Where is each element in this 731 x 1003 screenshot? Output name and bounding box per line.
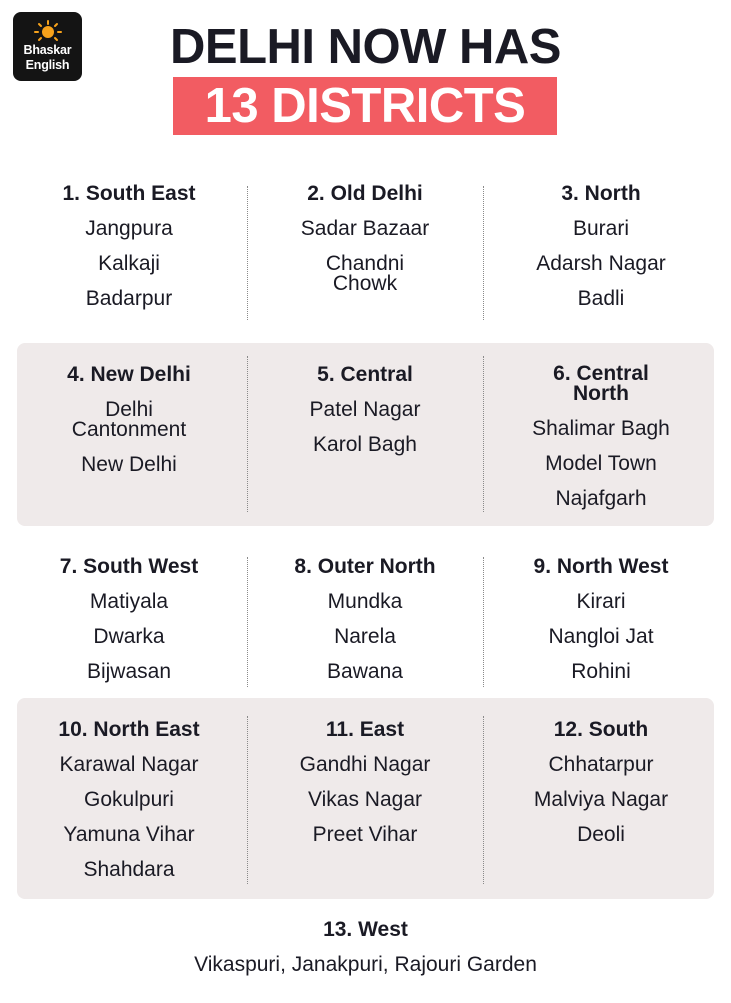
district-title: 10. North East [58,718,200,741]
district-area: Adarsh Nagar [536,252,666,275]
district-area: Deoli [577,823,625,846]
district-title-west: 13. West [323,918,408,941]
logo-text-line2: English [25,58,70,72]
district-area: Matiyala [89,590,169,613]
logo-text-line1: Bhaskar [23,43,72,57]
district-card [9,556,249,682]
district-card [9,364,249,475]
district-area: Preet Vihar [312,823,418,846]
district-area: Bawana [327,660,403,683]
district-card [481,364,721,509]
district-title: 2. Old Delhi [307,182,423,205]
district-area: Chandni Chowk [325,252,405,295]
district-title: 4. New Delhi [67,363,191,386]
district-area: Jangpura [85,217,173,240]
district-card [245,719,485,845]
district-area: Nangloi Jat [548,625,654,648]
district-area: Narela [334,625,396,648]
district-area: Mundka [327,590,403,613]
district-area: Karawal Nagar [59,753,199,776]
district-area: Shalimar Bagh [532,417,670,440]
district-area: Chhatarpur [548,753,654,776]
district-card [9,183,249,309]
district-area: Model Town [545,452,657,475]
district-title: 9. North West [533,555,669,578]
district-title: 11. East [325,718,405,741]
district-area: Burari [572,217,630,240]
district-card [9,719,249,880]
district-card [481,719,721,845]
district-title: 8. Outer North [294,555,436,578]
district-title: 5. Central [317,363,413,386]
district-card [245,556,485,682]
district-title: 12. South [553,718,649,741]
district-area: Yamuna Vihar [63,823,195,846]
district-area: Dwarka [93,625,165,648]
district-area: Badarpur [85,287,173,310]
district-title: 7. South West [59,555,199,578]
district-area: Shahdara [83,858,175,881]
district-area: Bijwasan [86,660,172,683]
district-title: 3. North [561,182,641,205]
district-area: New Delhi [81,453,177,476]
district-area: Vikas Nagar [307,788,422,811]
district-title: 6. Central North [553,362,649,405]
district-areas-west: Vikaspuri, Janakpuri, Rajouri Garden [194,953,537,976]
district-area: Karol Bagh [313,433,417,456]
district-card [245,364,485,455]
district-area: Badli [577,287,625,310]
district-area: Kirari [576,590,626,613]
district-area: Najafgarh [555,487,647,510]
district-area: Kalkaji [98,252,160,275]
headline-line1: DELHI NOW HAS [170,20,561,74]
district-area: Malviya Nagar [533,788,669,811]
district-title: 1. South East [62,182,196,205]
district-area: Delhi Cantonment [71,398,187,441]
district-card [245,183,485,294]
district-area: Gandhi Nagar [299,753,431,776]
district-area: Sadar Bazaar [300,217,430,240]
district-area: Rohini [571,660,631,683]
district-card [481,183,721,309]
headline-highlight: 13 DISTRICTS [173,77,557,135]
district-area: Gokulpuri [84,788,174,811]
district-area: Patel Nagar [309,398,421,421]
district-card [481,556,721,682]
